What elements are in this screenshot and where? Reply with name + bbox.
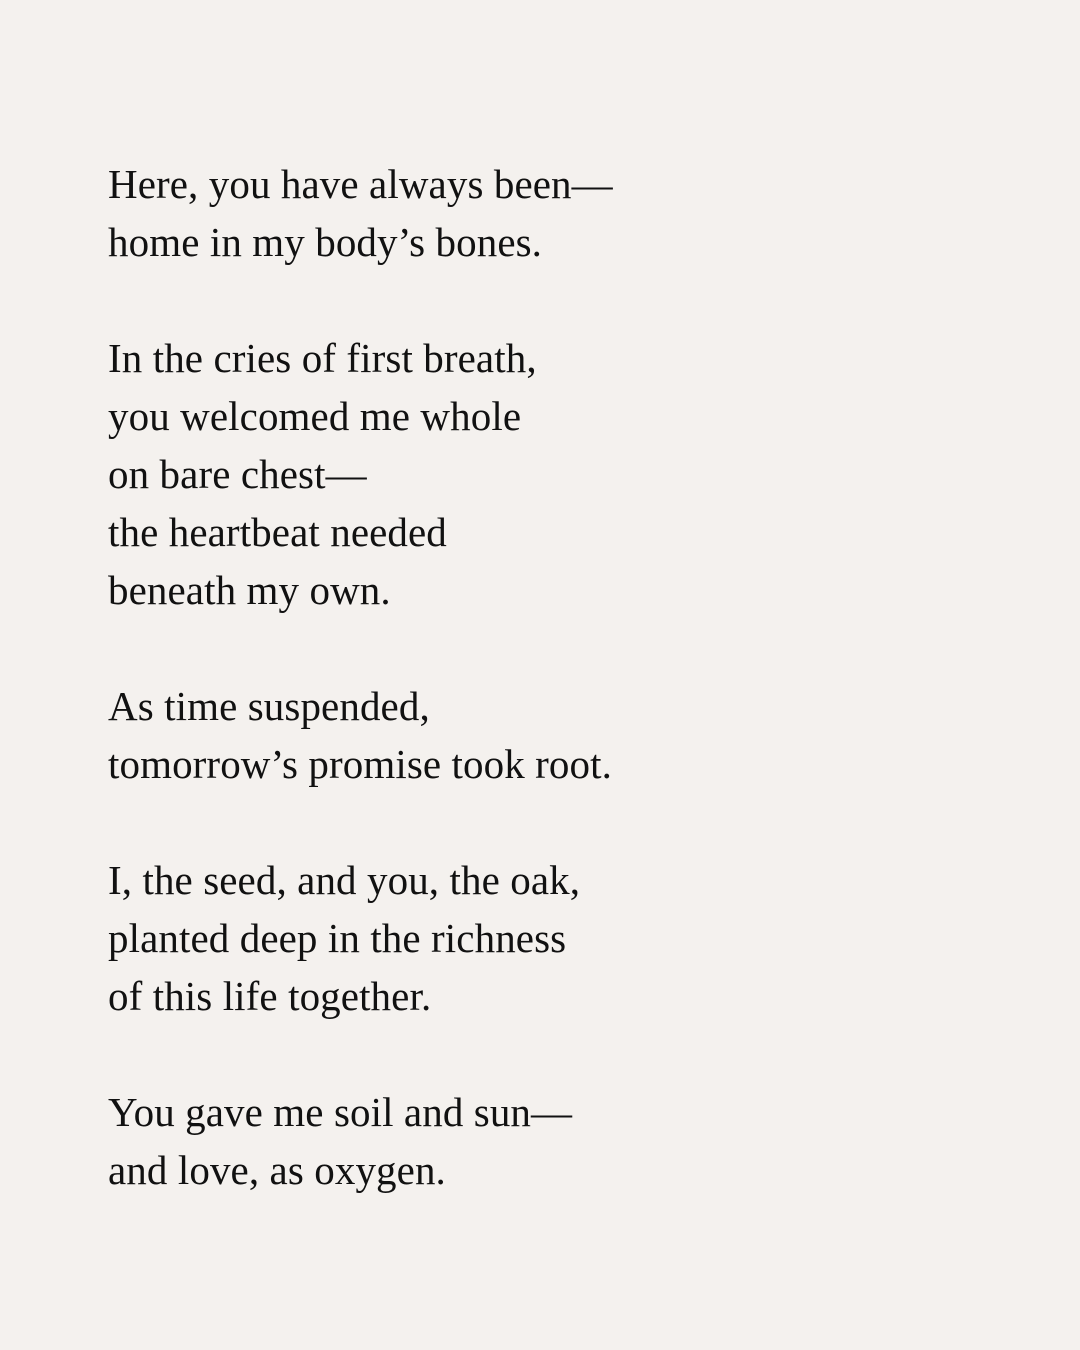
poem-line: of this life together.	[108, 973, 432, 1019]
poem-line: you welcomed me whole	[108, 393, 522, 439]
poem-line: beneath my own.	[108, 567, 391, 613]
poem-line: tomorrow’s promise took root.	[108, 741, 612, 787]
poem-line: As time suspended,	[108, 683, 430, 729]
poem-line: on bare chest—	[108, 451, 367, 497]
poem-line: I, the seed, and you, the oak,	[108, 857, 581, 903]
stanza-2	[108, 329, 968, 619]
stanza-5	[108, 1083, 968, 1199]
poem-line: the heartbeat needed	[108, 509, 447, 555]
poem-line: home in my body’s bones.	[108, 219, 543, 265]
stanza-1	[108, 155, 968, 271]
poem	[108, 155, 968, 1199]
poem-line: Here, you have always been—	[108, 161, 613, 207]
stanza-4	[108, 851, 968, 1025]
poem-line: planted deep in the richness	[108, 915, 567, 961]
poem-line: You gave me soil and sun—	[108, 1089, 573, 1135]
stanza-3	[108, 677, 968, 793]
poem-line: In the cries of first breath,	[108, 335, 537, 381]
poem-line: and love, as oxygen.	[108, 1147, 446, 1193]
